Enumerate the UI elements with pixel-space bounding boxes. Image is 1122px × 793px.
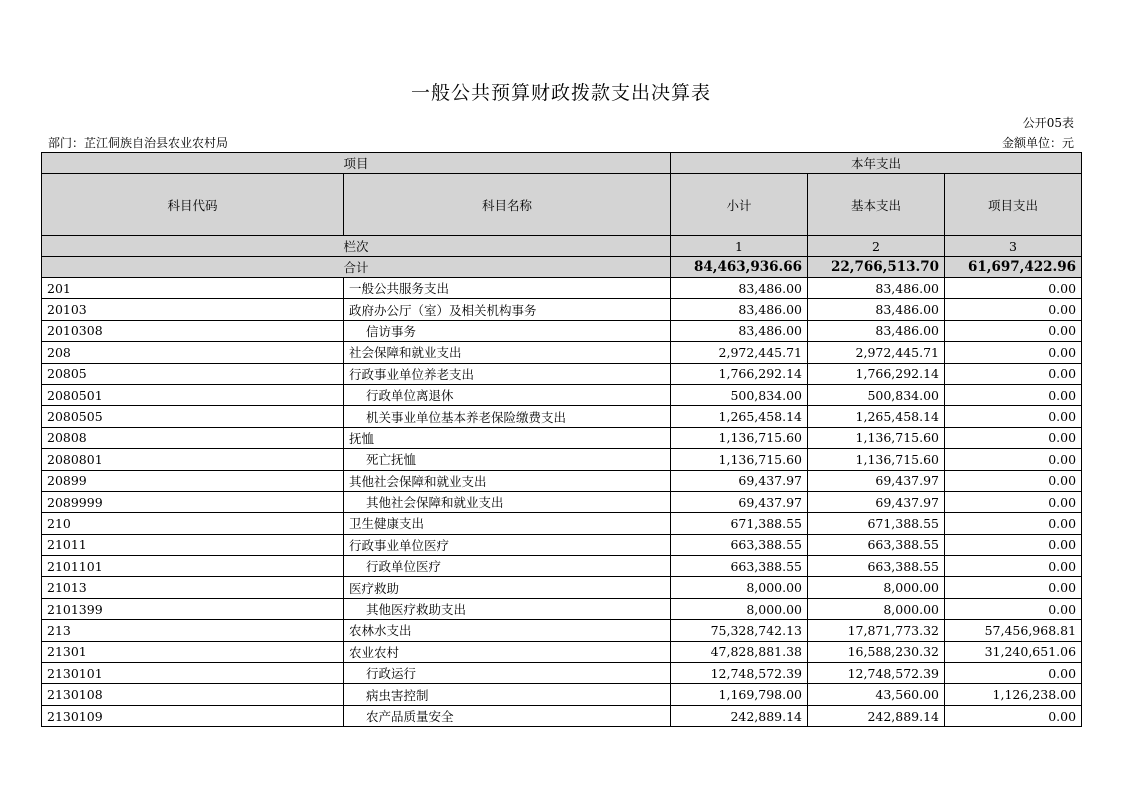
row-subtotal: 8,000.00 — [671, 598, 808, 619]
row-name: 其他社会保障和就业支出 — [344, 470, 671, 491]
total-project: 61,697,422.96 — [945, 257, 1082, 278]
row-name: 行政运行 — [344, 663, 671, 684]
table-row — [42, 491, 1082, 512]
row-basic: 83,486.00 — [808, 299, 945, 320]
row-subtotal: 1,265,458.14 — [671, 406, 808, 427]
row-project: 0.00 — [945, 406, 1082, 427]
row-basic: 17,871,773.32 — [808, 620, 945, 641]
row-project: 0.00 — [945, 384, 1082, 405]
row-name: 农产品质量安全 — [344, 705, 671, 726]
row-code: 2130108 — [42, 684, 344, 705]
row-basic: 1,136,715.60 — [808, 427, 945, 448]
row-code: 208 — [42, 342, 344, 363]
header-subtotal: 小计 — [671, 174, 808, 236]
row-name: 信访事务 — [344, 320, 671, 341]
row-code: 210 — [42, 513, 344, 534]
row-subtotal: 500,834.00 — [671, 384, 808, 405]
row-name: 抚恤 — [344, 427, 671, 448]
form-number: 公开05表 — [1022, 116, 1074, 130]
header-code: 科目代码 — [42, 174, 344, 236]
row-subtotal: 69,437.97 — [671, 491, 808, 512]
row-code: 21011 — [42, 534, 344, 555]
row-name: 农林水支出 — [344, 620, 671, 641]
table-row — [42, 641, 1082, 662]
row-code: 2080501 — [42, 384, 344, 405]
row-project: 1,126,238.00 — [945, 684, 1082, 705]
header-current-year: 本年支出 — [671, 153, 1082, 174]
row-basic: 1,136,715.60 — [808, 449, 945, 470]
row-code: 20899 — [42, 470, 344, 491]
row-subtotal: 83,486.00 — [671, 278, 808, 299]
row-code: 2130101 — [42, 663, 344, 684]
row-code: 2101101 — [42, 556, 344, 577]
row-subtotal: 663,388.55 — [671, 534, 808, 555]
row-project: 0.00 — [945, 705, 1082, 726]
row-name: 农业农村 — [344, 641, 671, 662]
row-project: 0.00 — [945, 299, 1082, 320]
row-subtotal: 242,889.14 — [671, 705, 808, 726]
table-body — [42, 278, 1082, 727]
row-name: 其他医疗救助支出 — [344, 598, 671, 619]
total-row — [42, 257, 1082, 278]
row-subtotal: 47,828,881.38 — [671, 641, 808, 662]
row-name: 死亡抚恤 — [344, 449, 671, 470]
row-subtotal: 12,748,572.39 — [671, 663, 808, 684]
table-row — [42, 620, 1082, 641]
row-name: 政府办公厅（室）及相关机构事务 — [344, 299, 671, 320]
row-project: 0.00 — [945, 491, 1082, 512]
row-basic: 671,388.55 — [808, 513, 945, 534]
header-col3: 3 — [945, 236, 1082, 257]
row-name: 病虫害控制 — [344, 684, 671, 705]
row-project: 0.00 — [945, 278, 1082, 299]
row-subtotal: 83,486.00 — [671, 299, 808, 320]
row-name: 机关事业单位基本养老保险缴费支出 — [344, 406, 671, 427]
table-row — [42, 577, 1082, 598]
row-name: 卫生健康支出 — [344, 513, 671, 534]
row-basic: 69,437.97 — [808, 470, 945, 491]
table-row — [42, 406, 1082, 427]
row-project: 0.00 — [945, 449, 1082, 470]
row-code: 20805 — [42, 363, 344, 384]
row-project: 0.00 — [945, 513, 1082, 534]
row-basic: 8,000.00 — [808, 598, 945, 619]
row-subtotal: 75,328,742.13 — [671, 620, 808, 641]
row-code: 2010308 — [42, 320, 344, 341]
total-label: 合计 — [42, 257, 671, 278]
row-code: 201 — [42, 278, 344, 299]
row-basic: 663,388.55 — [808, 556, 945, 577]
row-basic: 242,889.14 — [808, 705, 945, 726]
row-basic: 83,486.00 — [808, 278, 945, 299]
table-row — [42, 449, 1082, 470]
row-code: 2089999 — [42, 491, 344, 512]
header-project: 项目支出 — [945, 174, 1082, 236]
total-basic: 22,766,513.70 — [808, 257, 945, 278]
row-basic: 500,834.00 — [808, 384, 945, 405]
row-code: 21013 — [42, 577, 344, 598]
header-col-index: 栏次 — [42, 236, 671, 257]
row-subtotal: 663,388.55 — [671, 556, 808, 577]
row-name: 其他社会保障和就业支出 — [344, 491, 671, 512]
row-code: 2130109 — [42, 705, 344, 726]
table-row — [42, 556, 1082, 577]
row-project: 0.00 — [945, 556, 1082, 577]
expenditure-table — [41, 152, 1082, 727]
table-row — [42, 342, 1082, 363]
row-project: 0.00 — [945, 534, 1082, 555]
report-title: 一般公共预算财政拨款支出决算表 — [410, 82, 711, 104]
row-basic: 8,000.00 — [808, 577, 945, 598]
table-row — [42, 663, 1082, 684]
table-row — [42, 470, 1082, 491]
row-basic: 12,748,572.39 — [808, 663, 945, 684]
table-row — [42, 513, 1082, 534]
row-project: 0.00 — [945, 663, 1082, 684]
row-name: 医疗救助 — [344, 577, 671, 598]
row-name: 一般公共服务支出 — [344, 278, 671, 299]
row-code: 213 — [42, 620, 344, 641]
row-project: 0.00 — [945, 577, 1082, 598]
header-col2: 2 — [808, 236, 945, 257]
amount-unit-label: 金额单位：元 — [1001, 136, 1074, 150]
row-subtotal: 1,136,715.60 — [671, 449, 808, 470]
table-row — [42, 705, 1082, 726]
row-project: 0.00 — [945, 427, 1082, 448]
row-name: 行政事业单位养老支出 — [344, 363, 671, 384]
table-row — [42, 384, 1082, 405]
row-name: 社会保障和就业支出 — [344, 342, 671, 363]
table-row — [42, 299, 1082, 320]
row-basic: 2,972,445.71 — [808, 342, 945, 363]
row-code: 2080505 — [42, 406, 344, 427]
row-basic: 1,265,458.14 — [808, 406, 945, 427]
row-subtotal: 1,169,798.00 — [671, 684, 808, 705]
row-project: 0.00 — [945, 470, 1082, 491]
row-project: 31,240,651.06 — [945, 641, 1082, 662]
row-code: 21301 — [42, 641, 344, 662]
row-basic: 83,486.00 — [808, 320, 945, 341]
row-code: 2080801 — [42, 449, 344, 470]
table-row — [42, 534, 1082, 555]
table-row — [42, 363, 1082, 384]
row-code: 20103 — [42, 299, 344, 320]
row-name: 行政事业单位医疗 — [344, 534, 671, 555]
row-subtotal: 671,388.55 — [671, 513, 808, 534]
header-item: 项目 — [42, 153, 671, 174]
row-project: 0.00 — [945, 363, 1082, 384]
row-subtotal: 1,136,715.60 — [671, 427, 808, 448]
table-row — [42, 427, 1082, 448]
department-label: 部门：芷江侗族自治县农业农村局 — [48, 136, 229, 150]
row-subtotal: 69,437.97 — [671, 470, 808, 491]
header-basic: 基本支出 — [808, 174, 945, 236]
row-name: 行政单位离退休 — [344, 384, 671, 405]
header-col1: 1 — [671, 236, 808, 257]
total-subtotal: 84,463,936.66 — [671, 257, 808, 278]
table-row — [42, 684, 1082, 705]
row-code: 2101399 — [42, 598, 344, 619]
header-name: 科目名称 — [344, 174, 671, 236]
table-row — [42, 278, 1082, 299]
row-basic: 663,388.55 — [808, 534, 945, 555]
row-basic: 69,437.97 — [808, 491, 945, 512]
table-row — [42, 598, 1082, 619]
row-project: 0.00 — [945, 342, 1082, 363]
row-basic: 43,560.00 — [808, 684, 945, 705]
row-project: 0.00 — [945, 320, 1082, 341]
row-subtotal: 83,486.00 — [671, 320, 808, 341]
row-basic: 16,588,230.32 — [808, 641, 945, 662]
table-row — [42, 320, 1082, 341]
row-name: 行政单位医疗 — [344, 556, 671, 577]
row-project: 0.00 — [945, 598, 1082, 619]
row-basic: 1,766,292.14 — [808, 363, 945, 384]
row-code: 20808 — [42, 427, 344, 448]
row-project: 57,456,968.81 — [945, 620, 1082, 641]
row-subtotal: 8,000.00 — [671, 577, 808, 598]
row-subtotal: 1,766,292.14 — [671, 363, 808, 384]
row-subtotal: 2,972,445.71 — [671, 342, 808, 363]
